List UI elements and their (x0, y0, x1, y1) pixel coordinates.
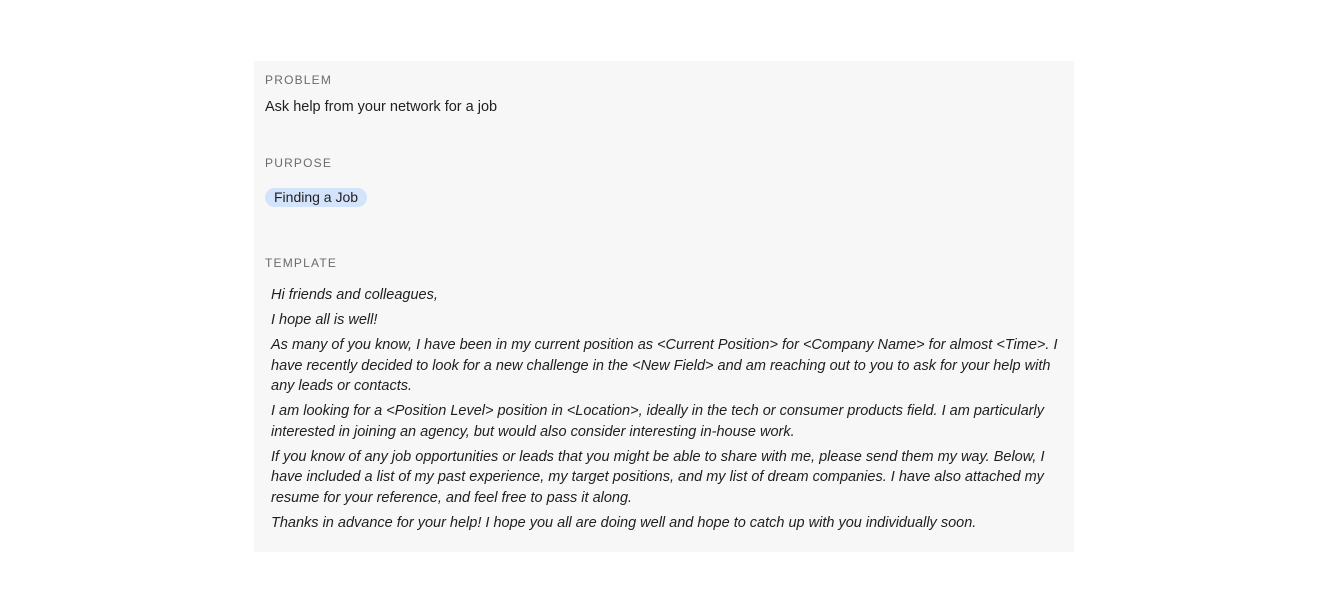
template-paragraph: I hope all is well! (271, 312, 378, 328)
template-label: TEMPLATE (265, 256, 338, 270)
template-paragraph: Thanks in advance for your help! I hope you all are doing well and hope to catch up with you individually soon. (271, 514, 977, 531)
template-paragraph: I am looking for a <Position Level> position in <Location>, ideally in the tech or consumer products field. I am particularly interested in joining an agency, but would also consider interesting in-house work. (271, 403, 1044, 440)
purpose-label: PURPOSE (265, 156, 333, 170)
purpose-tag[interactable]: Finding a Job (265, 188, 367, 207)
template-body (271, 285, 1061, 538)
template-paragraph: As many of you know, I have been in my current position as <Current Position> for <Company Name> for almost <Time>. I have recently decided to look for a new challenge in the <New Field> and am reaching out to you to ask for your help with any leads or contacts. (271, 337, 1058, 394)
problem-text: Ask help from your network for a job (265, 99, 498, 115)
template-card (254, 61, 1074, 552)
template-paragraph: Hi friends and colleagues, (271, 287, 438, 303)
problem-label: PROBLEM (265, 73, 333, 87)
template-paragraph: If you know of any job opportunities or leads that you might be able to share with me, please send them my way. Below, I have included a list of my past experience, my target positions, and my list of dream companies. I have also attached my resume for your reference, and feel free to pass it along. (271, 448, 1045, 506)
